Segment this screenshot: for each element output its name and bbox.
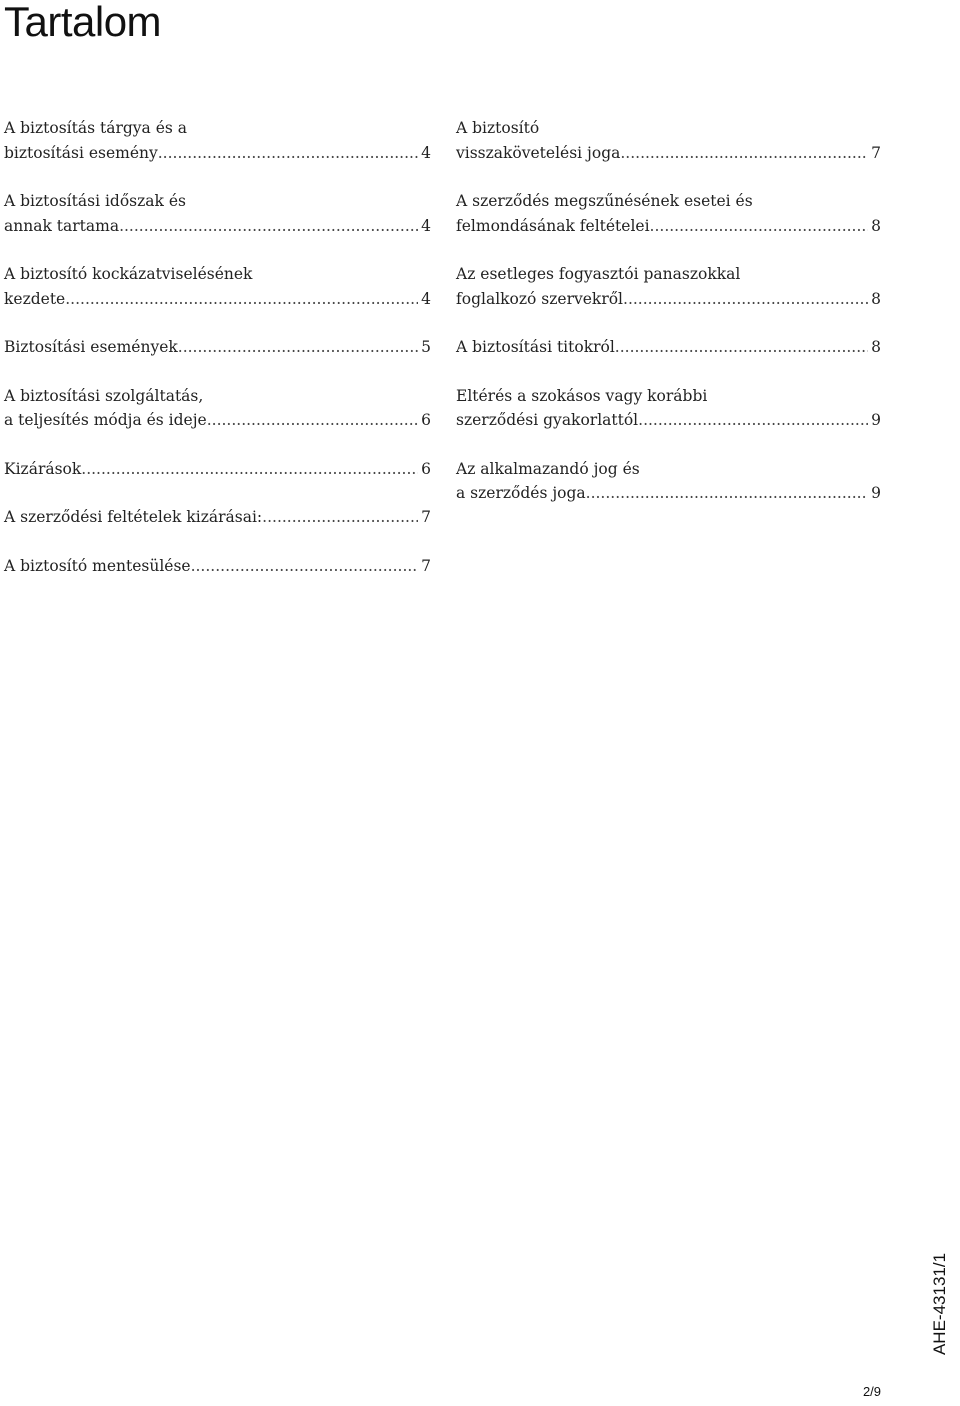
toc-leader-dots bbox=[119, 214, 418, 239]
toc-page-number: 9 bbox=[871, 484, 881, 502]
document-code-text: AHE-43131/1 bbox=[930, 1252, 949, 1356]
toc-leader-dots bbox=[81, 457, 418, 482]
toc-leader-dots bbox=[262, 505, 418, 530]
toc-entry[interactable] bbox=[4, 262, 431, 311]
toc-entry[interactable] bbox=[456, 189, 881, 238]
toc-page-number: 4 bbox=[421, 143, 431, 162]
toc-right-column bbox=[456, 116, 881, 530]
toc-entry-text: szerződési gyakorlattól bbox=[456, 411, 639, 429]
toc-page-number: 7 bbox=[871, 143, 881, 162]
toc-left-column bbox=[4, 116, 431, 602]
toc-entry-text: a teljesítés módja és ideje bbox=[4, 411, 207, 429]
page-title: Tartalom bbox=[4, 0, 162, 45]
toc-entry[interactable] bbox=[456, 262, 881, 311]
toc-entry[interactable] bbox=[456, 384, 881, 433]
toc-entry-text: Az alkalmazandó jog és bbox=[456, 459, 640, 478]
toc-entry-text: visszakövetelési joga bbox=[456, 143, 621, 162]
toc-entry-text: a szerződés joga bbox=[456, 484, 586, 502]
toc-leader-dots bbox=[178, 335, 418, 360]
toc-leader-dots bbox=[623, 287, 868, 312]
toc-entry-text: Eltérés a szokásos vagy korábbi bbox=[456, 386, 708, 405]
toc-entry-text: foglalkozó szervekről bbox=[456, 289, 624, 308]
toc-leader-dots bbox=[191, 554, 419, 579]
toc-entry[interactable] bbox=[4, 335, 431, 360]
toc-entry-text: Az esetleges fogyasztói panaszokkal bbox=[456, 265, 741, 283]
toc-entry-text: annak tartama bbox=[4, 216, 120, 235]
toc-entry[interactable] bbox=[456, 457, 881, 506]
toc-page-number: 7 bbox=[421, 508, 431, 526]
toc-entry[interactable] bbox=[4, 457, 431, 482]
toc-entry-text: A biztosító kockázatviselésének bbox=[4, 265, 253, 283]
toc-entry-text: Kizárások bbox=[4, 459, 82, 478]
toc-leader-dots bbox=[638, 408, 868, 433]
toc-entry[interactable] bbox=[4, 554, 431, 579]
toc-leader-dots bbox=[586, 481, 868, 506]
toc-leader-dots bbox=[650, 214, 869, 239]
toc-page-number: 6 bbox=[421, 459, 431, 478]
toc-entry[interactable] bbox=[4, 116, 431, 165]
toc-entry-text: kezdete bbox=[4, 289, 66, 308]
toc-leader-dots bbox=[615, 335, 868, 360]
document-code bbox=[920, 1252, 960, 1356]
toc-entry[interactable] bbox=[4, 384, 431, 433]
toc-entry-text: A biztosítási titokról bbox=[456, 338, 615, 356]
toc-leader-dots bbox=[620, 141, 868, 166]
toc-entry-text: A biztosítási időszak és bbox=[4, 192, 186, 210]
toc-entry-text: Biztosítási események bbox=[4, 338, 178, 356]
toc-entry-text: A szerződés megszűnésének esetei és bbox=[456, 192, 753, 210]
toc-entry-text: biztosítási esemény bbox=[4, 143, 158, 162]
toc-entry[interactable] bbox=[4, 189, 431, 238]
toc-entry-text: A biztosító mentesülése bbox=[4, 556, 191, 575]
toc-page-number: 8 bbox=[871, 289, 881, 308]
toc-leader-dots bbox=[207, 408, 418, 433]
toc-page-number: 9 bbox=[871, 411, 881, 429]
toc-entry-text: A biztosítás tárgya és a bbox=[4, 119, 188, 137]
toc-page-number: 7 bbox=[421, 556, 431, 575]
toc-entry[interactable] bbox=[456, 116, 881, 165]
toc-entry[interactable] bbox=[456, 335, 881, 360]
page-number: 2/9 bbox=[862, 1384, 882, 1399]
toc-entry[interactable] bbox=[4, 505, 431, 530]
toc-entry-text: A szerződési feltételek kizárásai: bbox=[4, 508, 263, 526]
toc-page-number: 4 bbox=[421, 289, 431, 308]
toc-entry-text: A biztosítási szolgáltatás, bbox=[4, 386, 204, 405]
toc-entry-text: felmondásának feltételei bbox=[456, 216, 650, 235]
toc-page-number: 8 bbox=[871, 216, 881, 235]
toc-page-number: 5 bbox=[421, 338, 431, 356]
toc-page-number: 8 bbox=[871, 338, 881, 356]
toc-leader-dots bbox=[158, 141, 418, 166]
toc-page-number: 4 bbox=[421, 216, 431, 235]
toc-page-number: 6 bbox=[421, 411, 431, 429]
toc-entry-text: A biztosító bbox=[456, 119, 540, 137]
toc-leader-dots bbox=[65, 287, 418, 312]
